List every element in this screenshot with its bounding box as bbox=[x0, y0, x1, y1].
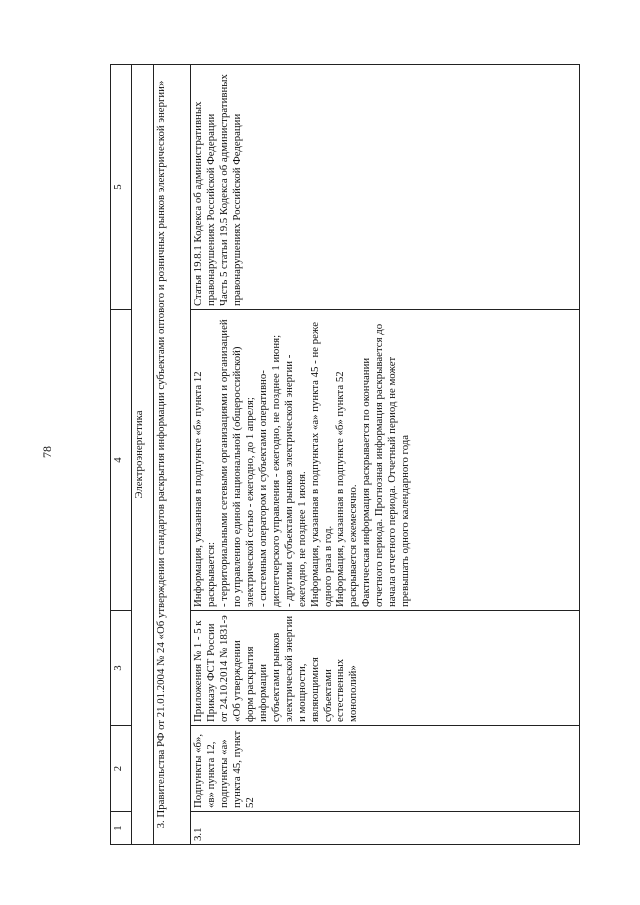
disclosure-line: - системным оператором и субъектами оперативно-диспетчерского управления - ежегодно, не позднее 1 июня; bbox=[256, 334, 282, 607]
disclosure-line: Информация, указанная в подпунктах «а» пункта 45 - не реже одного раза в год. bbox=[308, 321, 334, 607]
rotated-table-container bbox=[110, 65, 580, 845]
disclosure-line: - другими субъектами рынков электрической энергии - ежегодно, не позднее 1 июня. bbox=[282, 354, 308, 607]
liability-line: Статья 19.8.1 Кодекса об административных правонарушениях Российской Федерации bbox=[192, 101, 217, 306]
section-row bbox=[132, 65, 154, 845]
header-col-4: 4 bbox=[111, 310, 132, 611]
cell-appendices: Приложения № 1 - 5 к Приказу ФСТ России от 24.10.2014 № 1831-э «Об утверждении форм раскрытия информации субъектами рынков электрической энергии и мощности, являющимися субъектами естественных монополий» bbox=[191, 611, 580, 726]
cell-liability bbox=[191, 65, 580, 310]
header-col-2: 2 bbox=[111, 726, 132, 812]
cell-subparagraphs: Подпункты «б», «в» пункта 12, подпункты «а» пункта 45, пункт 52 bbox=[191, 726, 580, 812]
decree-title: 3. Правительства РФ от 21.01.2004 № 24 «Об утверждении стандартов раскрытия информации субъектами оптового и розничных рынков электрической энергии» bbox=[154, 65, 191, 845]
header-col-5: 5 bbox=[111, 65, 132, 310]
header-row bbox=[111, 65, 132, 845]
header-col-1: 1 bbox=[111, 812, 132, 845]
header-col-3: 3 bbox=[111, 611, 132, 726]
disclosure-line: Информация, указанная в подпункте «б» пункта 12 раскрывается: bbox=[192, 371, 217, 607]
disclosure-line: Фактическая информация раскрывается по окончании отчетного периода. Прогнозная информация раскрывается до начала отчетного периода. Отчетный период не может превышать одного календарного года bbox=[360, 323, 412, 607]
regulation-table bbox=[110, 64, 580, 845]
section-title: Электроэнергетика bbox=[132, 65, 154, 845]
cell-disclosure-terms bbox=[191, 310, 580, 611]
decree-row bbox=[154, 65, 191, 845]
table-row bbox=[191, 65, 580, 845]
row-number: 3.1 bbox=[191, 812, 580, 845]
disclosure-line: - территориальными сетевыми организациями и организацией по управлению единой национальной (общероссийской) электрической сетью - ежегодно, до 1 апреля; bbox=[217, 319, 256, 607]
disclosure-line: Информация, указанная в подпункте «б» пункта 52 раскрывается ежемесячно. bbox=[334, 371, 360, 607]
liability-line: Часть 5 статьи 19.5 Кодекса об административных правонарушениях Российской Федерации bbox=[217, 74, 243, 306]
page-number: 78 bbox=[40, 446, 54, 458]
